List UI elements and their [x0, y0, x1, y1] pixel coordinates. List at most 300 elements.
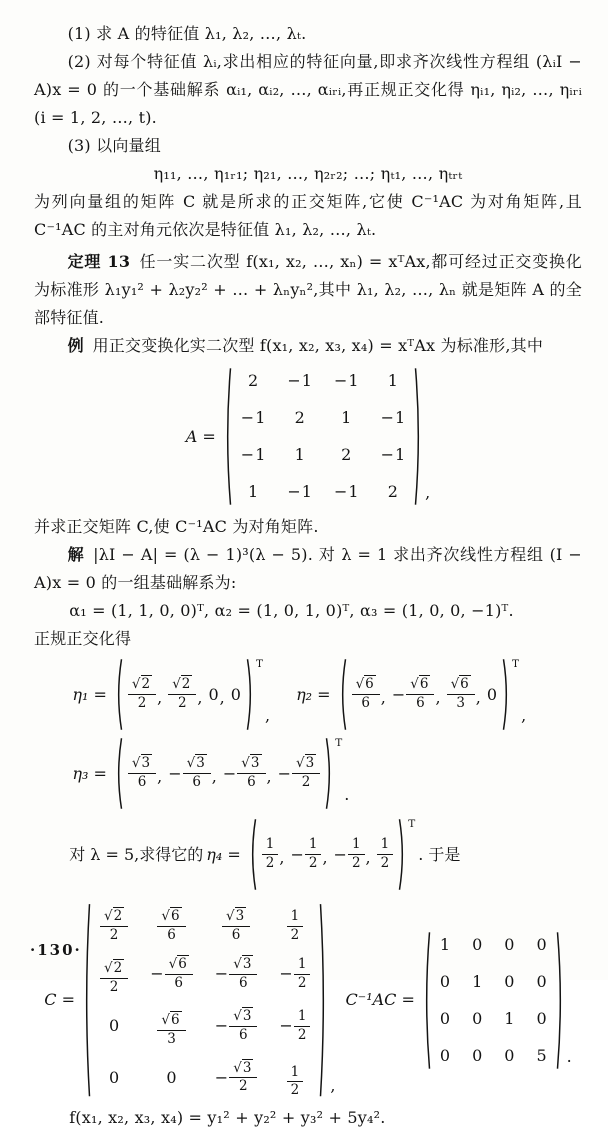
paren-right: [414, 364, 423, 509]
math-number: 0: [504, 1045, 515, 1065]
fraction-denominator: 6: [361, 695, 370, 711]
minus-sign: −: [279, 1016, 293, 1036]
matrix-cell: [388, 367, 398, 395]
fraction-denominator: 6: [247, 774, 256, 790]
result-line: f(x₁, x₂, x₃, x₄) = y₁² + y₂² + y₃² + 5y₄².: [69, 1108, 386, 1128]
fraction: [262, 837, 279, 872]
fraction-numerator: √3: [229, 957, 257, 975]
matrix-cell: [241, 441, 266, 469]
math-number: 0: [472, 1045, 483, 1065]
math-number: 1: [255, 445, 266, 464]
paren-left: [114, 657, 123, 732]
math-label: η₁ =: [72, 684, 107, 704]
eta12-equation-row: [34, 657, 582, 732]
math-number: 0: [472, 934, 483, 954]
fraction: [377, 837, 394, 872]
math-number: 1: [348, 482, 359, 501]
math-number: 1: [247, 482, 259, 501]
fraction: [168, 677, 196, 712]
math-label: η₂ =: [296, 684, 331, 704]
negative-term: [279, 957, 310, 992]
radicand: 6: [460, 676, 469, 693]
matrix-cell: [334, 478, 359, 506]
math-number: 0: [472, 1008, 483, 1028]
comma-separator: ,: [365, 847, 371, 867]
fraction-numerator: √6: [165, 957, 193, 975]
paren-right: [325, 736, 334, 811]
math-number: 5: [536, 1045, 547, 1065]
matrix-cell: [157, 1005, 185, 1048]
radicand: 3: [196, 755, 205, 772]
matrix-grid: [431, 928, 556, 1073]
fraction: [447, 677, 475, 712]
matrix-cell: [150, 957, 193, 992]
fraction-numerator: 1: [287, 1065, 304, 1083]
fraction-denominator: 6: [137, 774, 147, 790]
paren-right: [556, 928, 565, 1073]
fraction-denominator: 6: [167, 926, 176, 943]
math-label: η₄ =: [206, 844, 241, 864]
negative-term: [215, 1009, 258, 1044]
fraction-numerator: √6: [447, 677, 475, 695]
matrix-cell: [504, 931, 514, 959]
fraction: [128, 677, 156, 712]
matrix-cell: [279, 1009, 310, 1044]
math-number: 0: [439, 1008, 451, 1028]
radicand: 3: [305, 755, 315, 772]
matrix-grid: [232, 364, 414, 509]
fraction-numerator: 1: [262, 837, 279, 855]
eta-sequence-line: η₁₁, …, η₁ᵣ₁; η₂₁, …, η₂ᵣ₂; …; ηₜ₁, …, ηₜᵣₜ: [153, 164, 463, 183]
equation-punctuation: ,: [425, 483, 431, 502]
solution-label: 解: [67, 545, 85, 564]
matrix-c: [44, 898, 335, 1102]
fraction-denominator: 3: [167, 1030, 176, 1047]
orthogonal-matrix-note: 为列向量组的矩阵 C 就是所求的正交矩阵,它使 C⁻¹AC 为对角矩阵,且 C⁻¹AC 的主对角元依次是特征值 λ₁, λ₂, …, λₜ.: [34, 192, 582, 239]
minus-sign: −: [214, 1016, 229, 1036]
fraction: [237, 756, 265, 791]
negative-term: [287, 478, 312, 506]
fraction: [165, 957, 193, 992]
negative-term: [168, 756, 211, 791]
alpha-basis-line: α₁ = (1, 1, 0, 0)ᵀ, α₂ = (1, 0, 1, 0)ᵀ, α₃ = (1, 0, 0, −1)ᵀ.: [69, 601, 514, 620]
math-label: C⁻¹AC =: [345, 990, 415, 1010]
minus-sign: −: [214, 1067, 229, 1087]
matrix-cell: [472, 1042, 482, 1070]
matrix-cell: [341, 441, 351, 469]
matrix-cell: [287, 1057, 304, 1100]
fraction: [294, 1009, 311, 1044]
paren-left: [338, 657, 347, 732]
negative-term: [334, 478, 359, 506]
fraction-numerator: √3: [229, 1061, 257, 1079]
math-number: 0: [536, 934, 547, 954]
matrix-cell: [215, 1009, 258, 1044]
equation-punctuation: .: [344, 785, 350, 804]
math-number: 1: [348, 371, 359, 390]
matrix-cell: [440, 1005, 450, 1033]
radicand: 3: [242, 1007, 252, 1024]
eta3-vector: [72, 736, 349, 811]
paren-left: [422, 928, 431, 1073]
math-number: 0: [486, 684, 498, 704]
matrix-cell: [504, 1005, 514, 1033]
fraction-denominator: 6: [231, 926, 241, 943]
matrix-cell: [100, 953, 128, 996]
fraction: [100, 909, 128, 944]
math-number: 1: [394, 445, 406, 464]
radicand: 2: [113, 959, 123, 976]
math-label: C =: [44, 990, 75, 1010]
math-number: 0: [504, 934, 515, 954]
radicand: 3: [242, 955, 252, 972]
transpose-superscript: T: [408, 818, 416, 830]
paren-left: [248, 817, 257, 892]
paren-right: [502, 657, 511, 732]
example-label: 例: [67, 336, 84, 355]
eta3-equation-row: [34, 736, 582, 811]
minus-sign: −: [333, 844, 347, 864]
math-number: 1: [341, 408, 352, 427]
negative-term: [278, 756, 321, 791]
fraction-denominator: 2: [177, 695, 187, 711]
matrix-cell: [279, 957, 310, 992]
negative-term: [241, 441, 266, 469]
fraction-denominator: 2: [109, 978, 119, 995]
eta1-vector: [72, 657, 270, 732]
negative-term: [279, 1009, 310, 1044]
negative-term: [241, 404, 266, 432]
minus-sign: −: [333, 371, 348, 390]
matrix-cell: [472, 1005, 482, 1033]
fraction: [157, 1013, 185, 1048]
fraction-numerator: √2: [128, 677, 156, 695]
matrix-cell: [215, 1061, 258, 1096]
fraction: [287, 909, 304, 944]
fraction-denominator: 2: [239, 1078, 248, 1095]
theorem-13: [34, 248, 582, 332]
math-number: 0: [504, 971, 515, 991]
math-number: 0: [108, 1016, 120, 1036]
fraction-denominator: 2: [109, 926, 119, 943]
matrix-cell: [157, 901, 185, 944]
minus-sign: −: [290, 844, 304, 864]
fraction-numerator: √2: [168, 677, 196, 695]
math-number: 1: [472, 971, 483, 991]
comma-separator: ,: [322, 847, 328, 867]
matrix-cell: [295, 441, 305, 469]
fraction-numerator: √6: [352, 677, 380, 695]
fraction: [100, 961, 128, 996]
radicand: 2: [113, 908, 123, 924]
matrix-a: [186, 364, 431, 509]
fraction: [157, 909, 185, 944]
equation-punctuation: ,: [521, 706, 527, 725]
math-number: 1: [504, 1008, 515, 1028]
lambda5-line: [34, 817, 582, 892]
fraction: [305, 837, 322, 872]
fraction: [292, 756, 320, 791]
math-number: 2: [247, 371, 259, 390]
minus-sign: −: [240, 408, 255, 427]
fraction-numerator: √3: [292, 756, 320, 774]
fraction: [352, 677, 380, 712]
page-number: ·130·: [30, 941, 82, 959]
math-label: A =: [185, 426, 216, 446]
radicand: 6: [171, 1011, 180, 1028]
step-1: (1) 求 A 的特征值 λ₁, λ₂, …, λₜ.: [67, 24, 307, 43]
fraction-denominator: 2: [380, 855, 390, 871]
fraction-denominator: 2: [137, 695, 147, 711]
fraction: [229, 957, 257, 992]
fraction: [128, 756, 156, 791]
math-number: 1: [394, 408, 406, 427]
minus-sign: −: [287, 482, 301, 501]
math-number: 0: [166, 1067, 177, 1087]
comma-separator: ,: [219, 687, 225, 707]
matrix-cell: [388, 478, 398, 506]
comma-separator: ,: [157, 766, 163, 786]
matrix-cell: [504, 968, 514, 996]
fraction-numerator: 1: [294, 1009, 311, 1027]
fraction-denominator: 6: [416, 695, 425, 711]
fraction-numerator: √3: [229, 1009, 257, 1027]
matrix-cell: [381, 404, 406, 432]
matrix-cell: [472, 931, 482, 959]
minus-sign: −: [222, 763, 237, 783]
lambda5-suffix: . 于是: [418, 844, 461, 864]
matrix-cell: [287, 367, 312, 395]
matrix-cell: [287, 901, 304, 944]
math-number: 0: [208, 684, 219, 704]
math-number: 0: [108, 1067, 120, 1087]
matrix-a-equation: [34, 364, 582, 509]
equation-punctuation: ,: [264, 706, 271, 725]
fraction-numerator: √3: [222, 909, 250, 927]
radicand: 6: [419, 676, 429, 693]
radicand: 3: [235, 908, 245, 924]
solution-paragraph: [34, 541, 582, 597]
comma-separator: ,: [380, 687, 386, 707]
comma-separator: ,: [435, 687, 441, 707]
math-number: 1: [439, 934, 451, 954]
comma-separator: ,: [475, 687, 481, 707]
matrix-cell: [334, 367, 359, 395]
negative-term: [287, 367, 312, 395]
fraction-numerator: √3: [237, 756, 265, 774]
fraction-numerator: 1: [294, 957, 311, 975]
fraction: [287, 1065, 304, 1100]
transpose-superscript: T: [255, 658, 263, 670]
fraction-numerator: √6: [157, 909, 185, 927]
fraction: [183, 756, 211, 791]
fraction-numerator: 1: [287, 909, 304, 927]
fraction-denominator: 2: [265, 855, 275, 871]
matrix-cell: [440, 968, 450, 996]
minus-sign: −: [391, 684, 406, 704]
matrix-cell: [287, 478, 312, 506]
fraction-denominator: 2: [308, 855, 318, 871]
transpose-superscript: T: [335, 737, 343, 749]
math-number: 0: [230, 684, 241, 704]
math-number: 2: [341, 445, 352, 464]
negative-term: [290, 837, 321, 872]
fraction-denominator: 2: [351, 855, 361, 871]
fraction-denominator: 2: [301, 774, 311, 790]
eta4-vector: [206, 817, 415, 892]
matrix-cell: [109, 1064, 119, 1092]
vector-components: [257, 835, 398, 874]
matrix-cell: [536, 968, 546, 996]
comma-separator: ,: [279, 847, 285, 867]
fraction-numerator: √2: [100, 909, 128, 927]
vector-components: [347, 675, 502, 714]
math-number: 0: [439, 1045, 451, 1065]
math-number: 0: [439, 971, 451, 991]
minus-sign: −: [214, 964, 229, 984]
radicand: 2: [141, 676, 151, 693]
fraction-numerator: √3: [183, 756, 211, 774]
example-heading: [34, 332, 582, 360]
fraction-numerator: √6: [406, 677, 434, 695]
step-2: (2) 对每个特征值 λᵢ,求出相应的特征向量,即求齐次线性方程组 (λᵢI − A)x = 0 的一个基础解系 αᵢ₁, αᵢ₂, …, αᵢᵣᵢ,再正规正交化得 ηᵢ₁, ηᵢ₂, …, ηᵢᵣᵢ (i = 1, 2, …, t).: [34, 52, 582, 127]
negative-term: [215, 1061, 258, 1096]
minus-sign: −: [333, 482, 348, 501]
matrix-cell: [295, 404, 305, 432]
negative-term: [381, 441, 406, 469]
matrix-cell: [381, 441, 406, 469]
math-number: 2: [387, 482, 398, 501]
minus-sign: −: [240, 445, 255, 464]
paren-left: [114, 736, 123, 811]
math-number: 1: [294, 445, 305, 464]
c-diagonal-equation: [34, 898, 582, 1102]
matrix-cell: [504, 1042, 514, 1070]
matrix-cell: [215, 957, 258, 992]
minus-sign: −: [380, 445, 394, 464]
paren-left: [82, 898, 91, 1102]
math-label: η₃ =: [72, 763, 107, 783]
paren-left: [223, 364, 232, 509]
transpose-superscript: T: [512, 658, 520, 670]
fraction-denominator: 6: [174, 974, 183, 991]
math-number: 0: [536, 971, 547, 991]
matrix-cell: [440, 931, 450, 959]
theorem-body: 任一实二次型 f(x₁, x₂, …, xₙ) = xᵀAx,都可经过正交变换化为标准形 λ₁y₁² + λ₂y₂² + … + λₙyₙ²,其中 λ₁, λ₂, …, λₙ 就是矩阵 A 的全部特征值.: [34, 252, 582, 327]
find-c-note: 并求正交矩阵 C,使 C⁻¹AC 为对角矩阵.: [34, 517, 319, 536]
orthonormalize-note: 正规正交化得: [34, 629, 132, 648]
math-number: 0: [536, 1008, 547, 1028]
fraction-numerator: 1: [348, 837, 365, 855]
radicand: 3: [242, 1059, 252, 1076]
math-number: 1: [301, 482, 312, 501]
radicand: 2: [181, 676, 191, 693]
fraction-denominator: 2: [297, 974, 307, 991]
comma-separator: ,: [197, 687, 203, 707]
fraction: [229, 1061, 257, 1096]
radicand: 3: [250, 755, 260, 772]
fraction: [294, 957, 311, 992]
negative-term: [334, 367, 359, 395]
matrix-cell: [109, 1012, 119, 1040]
matrix-cell: [536, 1005, 546, 1033]
matrix-cell: [222, 901, 250, 944]
negative-term: [215, 957, 258, 992]
fraction-numerator: 1: [377, 837, 394, 855]
math-number: 1: [387, 371, 398, 390]
fraction-denominator: 6: [239, 974, 248, 991]
matrix-cell: [536, 931, 546, 959]
matrix-cell: [100, 901, 128, 944]
minus-sign: −: [279, 964, 293, 984]
fraction: [229, 1009, 257, 1044]
math-number: 1: [301, 371, 312, 390]
fraction-denominator: 2: [290, 1082, 300, 1099]
example-body: 用正交变换化实二次型 f(x₁, x₂, x₃, x₄) = xᵀAx 为标准形,其中: [92, 336, 544, 355]
paren-right: [398, 817, 407, 892]
solution-body: |λI − A| = (λ − 1)³(λ − 5). 对 λ = 1 求出齐次线性方程组 (I − A)x = 0 的一组基础解系为:: [34, 545, 582, 592]
matrix-cell: [472, 968, 482, 996]
theorem-label: 定理 13: [67, 252, 131, 271]
comma-separator: ,: [266, 766, 272, 786]
matrix-grid: [91, 898, 319, 1102]
matrix-cell: [440, 1042, 450, 1070]
fraction-numerator: √2: [100, 961, 128, 979]
minus-sign: −: [380, 408, 394, 427]
math-number: 1: [255, 408, 266, 427]
fraction-numerator: √6: [157, 1013, 185, 1031]
lambda5-prefix: 对 λ = 5,求得它的: [69, 844, 204, 864]
paren-right: [246, 657, 255, 732]
fraction-numerator: √3: [128, 756, 156, 774]
minus-sign: −: [287, 371, 301, 390]
negative-term: [223, 756, 266, 791]
equation-punctuation: ,: [330, 1076, 336, 1096]
matrix-cell: [241, 404, 266, 432]
radicand: 6: [365, 676, 374, 693]
vector-components: [123, 754, 325, 793]
minus-sign: −: [277, 763, 291, 783]
math-number: 2: [294, 408, 305, 427]
matrix-cell: [248, 478, 258, 506]
comma-separator: ,: [211, 766, 217, 786]
fraction-numerator: 1: [305, 837, 322, 855]
minus-sign: −: [168, 763, 182, 783]
fraction: [406, 677, 434, 712]
fraction-denominator: 2: [297, 1026, 307, 1043]
fraction-denominator: 6: [192, 774, 201, 790]
matrix-cell: [166, 1064, 176, 1092]
step-3: (3) 以向量组: [67, 136, 161, 155]
matrix-cell: [341, 404, 351, 432]
matrix-diagonal: [346, 928, 572, 1073]
fraction: [222, 909, 250, 944]
vector-components: [123, 675, 246, 714]
fraction-denominator: 6: [239, 1026, 248, 1043]
radicand: 6: [178, 955, 187, 972]
negative-term: [381, 404, 406, 432]
matrix-cell: [248, 367, 258, 395]
negative-term: [334, 837, 365, 872]
fraction-denominator: 3: [456, 695, 465, 711]
radicand: 3: [141, 755, 151, 772]
matrix-cell: [536, 1042, 546, 1070]
minus-sign: −: [150, 964, 164, 984]
negative-term: [150, 957, 193, 992]
fraction-denominator: 2: [290, 926, 300, 943]
equation-punctuation: .: [566, 1046, 572, 1066]
negative-term: [392, 677, 435, 712]
